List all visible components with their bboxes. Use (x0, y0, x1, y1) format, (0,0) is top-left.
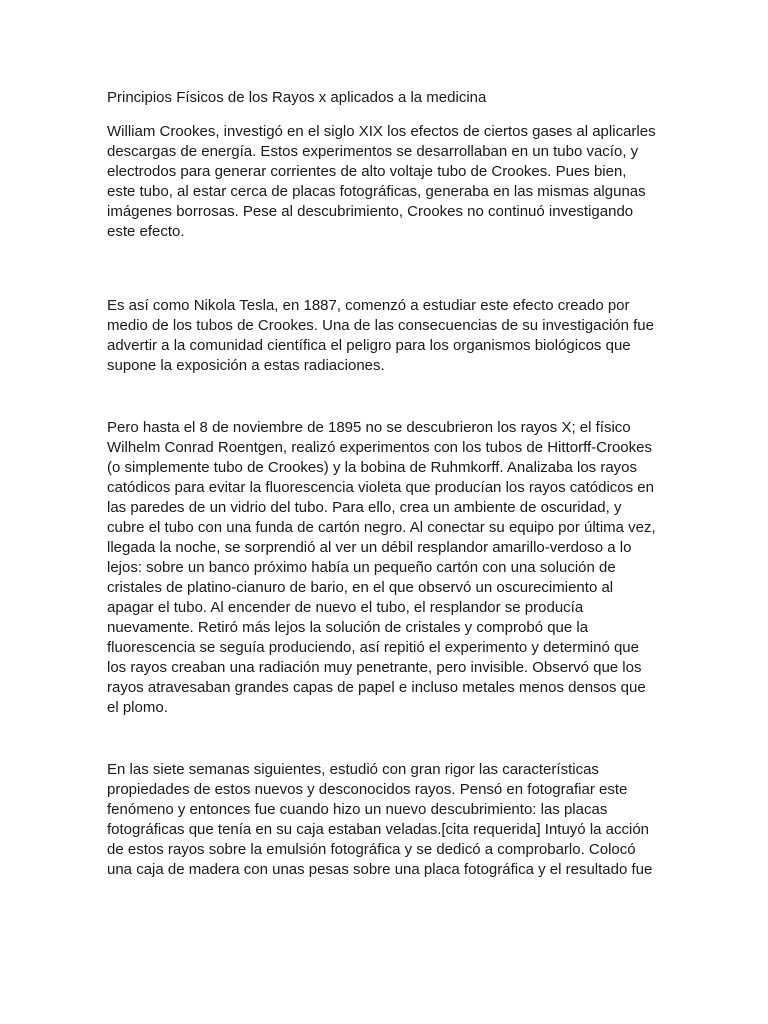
paragraph-roentgen (107, 418, 667, 718)
text-line: fenómeno y entonces fue cuando hizo un nuevo descubrimiento: las placas (107, 801, 608, 818)
text-line: rayos atravesaban grandes capas de papel e incluso metales menos densos que (107, 679, 646, 696)
document-title: Principios Físicos de los Rayos x aplicados a la medicina (107, 89, 487, 106)
text-line: Wilhelm Conrad Roentgen, realizó experimentos con los tubos de Hittorff-Crookes (107, 439, 652, 456)
text-line: catódicos para evitar la fluorescencia violeta que producían los rayos catódicos en (107, 479, 654, 496)
text-line: En las siete semanas siguientes, estudió con gran rigor las características (107, 761, 599, 778)
text-line: medio de los tubos de Crookes. Una de las consecuencias de su investigación fue (107, 317, 654, 334)
paragraph-seven-weeks (107, 760, 667, 880)
text-line: cristales de platino-cianuro de bario, en el que observó un oscurecimiento al (107, 579, 614, 596)
text-line: imágenes borrosas. Pese al descubrimiento, Crookes no continuó investigando (107, 203, 634, 220)
text-line: fluorescencia se seguía produciendo, así repitió el experimento y determinó que (107, 639, 639, 656)
paragraph-crookes (107, 122, 667, 242)
text-line: este tubo, al estar cerca de placas fotográficas, generaba en las mismas algunas (107, 183, 646, 200)
paragraph-spacer (107, 718, 667, 760)
paragraph-spacer (107, 242, 667, 296)
text-line: electrodos para generar corrientes de alto voltaje tubo de Crookes. Pues bien, (107, 163, 627, 180)
text-line: William Crookes, investigó en el siglo XIX los efectos de ciertos gases al aplicarles (107, 123, 656, 140)
text-line: (o simplemente tubo de Crookes) y la bobina de Ruhmkorff. Analizaba los rayos (107, 459, 638, 476)
text-line: llegada la noche, se sorprendió al ver un débil resplandor amarillo-verdoso a lo (107, 539, 632, 556)
text-line: cubre el tubo con una funda de cartón negro. Al conectar su equipo por última vez, (107, 519, 656, 536)
text-line: supone la exposición a estas radiaciones. (107, 357, 385, 374)
text-line: propiedades de estos nuevos y desconocidos rayos. Pensó en fotografiar este (107, 781, 628, 798)
text-line: descargas de energía. Estos experimentos se desarrollaban en un tubo vacío, y (107, 143, 639, 160)
paragraph-spacer (107, 376, 667, 418)
document-page (107, 88, 667, 880)
text-line: este efecto. (107, 223, 185, 240)
text-line: Pero hasta el 8 de noviembre de 1895 no se descubrieron los rayos X; el físico (107, 419, 631, 436)
text-line: lejos: sobre un banco próximo había un pequeño cartón con una solución de (107, 559, 616, 576)
text-line: el plomo. (107, 699, 168, 716)
text-line: Es así como Nikola Tesla, en 1887, comenzó a estudiar este efecto creado por (107, 297, 630, 314)
paragraph-tesla (107, 296, 667, 376)
text-line: las paredes de un vidrio del tubo. Para ello, crea un ambiente de oscuridad, y (107, 499, 622, 516)
text-line: de estos rayos sobre la emulsión fotográfica y se dedicó a comprobarlo. Colocó (107, 841, 636, 858)
text-line: advertir a la comunidad científica el peligro para los organismos biológicos que (107, 337, 631, 354)
text-line: una caja de madera con unas pesas sobre una placa fotográfica y el resultado fue (107, 861, 653, 878)
text-line: apagar el tubo. Al encender de nuevo el tubo, el resplandor se producía (107, 599, 584, 616)
text-line: los rayos creaban una radiación muy penetrante, pero invisible. Observó que los (107, 659, 642, 676)
text-line: nuevamente. Retiró más lejos la solución de cristales y comprobó que la (107, 619, 589, 636)
text-line: fotográficas que tenía en su caja estaban veladas.[cita requerida] Intuyó la acción (107, 821, 650, 838)
